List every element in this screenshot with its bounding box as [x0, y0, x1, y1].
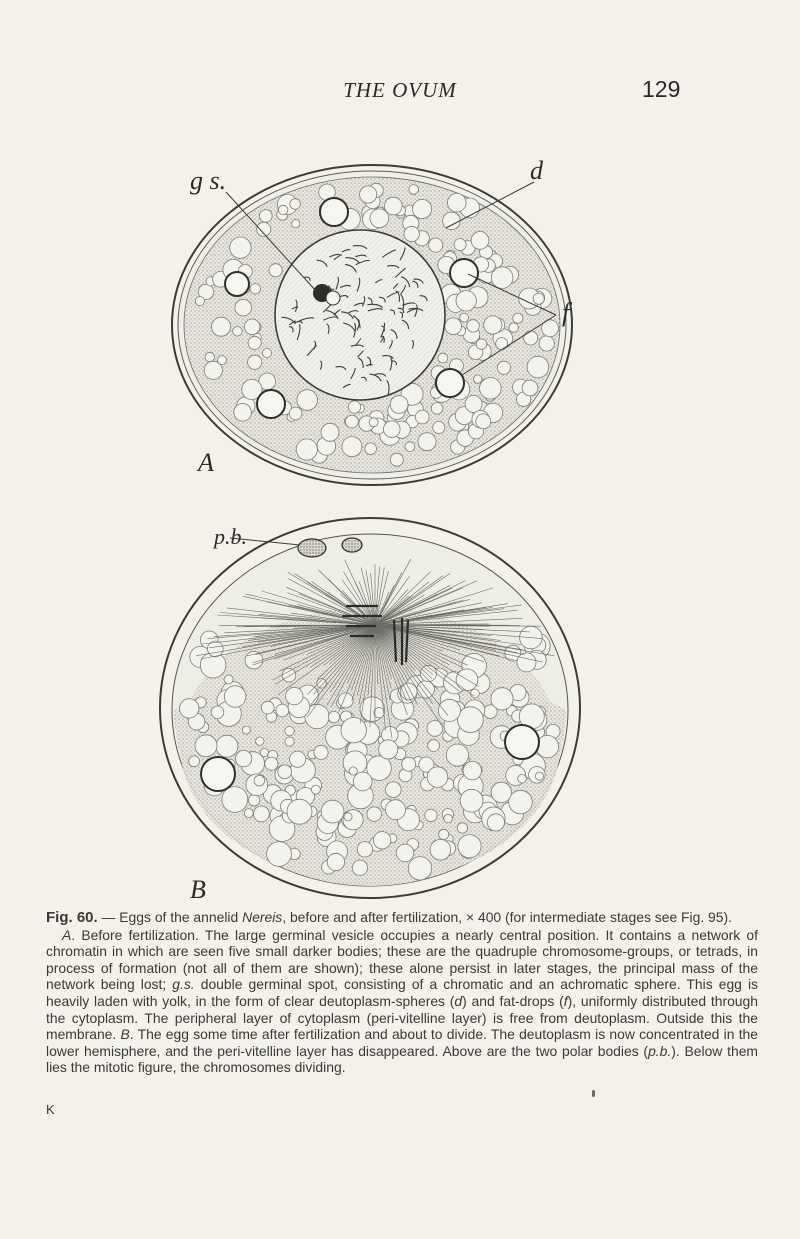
- egg-a: [172, 165, 572, 485]
- panel-a-label: A: [198, 448, 214, 477]
- para-b-text-1: . The egg some time after fertilization and about to divide. The deutoplasm is now concentrated in the lower hemisphere, and the peri-vitelline layer has disappeared. Above are the two polar bodies (: [46, 1026, 758, 1059]
- figure-caption: [46, 909, 758, 1076]
- para-a-text-1: . Before fertilization. The large germinal vesicle occupies a nearly central position. It contains a network of chromatin in which are seen five small darker bodies; these are the quadruple chromosome-groups, or tetrads, in process of formation (not all of them are shown); these alone persist in later stages, the principal mass of the network being lost;: [46, 926, 758, 993]
- caption-paragraph-a: [46, 927, 758, 1076]
- para-b-text-2: ). Below them lies the mitotic figure, the chromosomes dividing.: [46, 1042, 758, 1076]
- para-b-label: B: [120, 1026, 130, 1043]
- caption-title-pre: — Eggs of the annelid: [97, 909, 243, 925]
- caption-genus: Nereis: [242, 909, 283, 925]
- label-f: f: [562, 298, 570, 327]
- para-a-f: f: [563, 992, 568, 1009]
- para-a-text-2: double germinal spot, consisting of a chromatic and an achromatic sphere. This egg is heavily laden with yolk, in the form of clear deutoplasm-spheres (: [46, 976, 758, 1009]
- panel-b-label: B: [190, 875, 206, 904]
- signature-mark: K: [46, 1102, 55, 1117]
- egg-b: [160, 518, 580, 898]
- ink-speck: [592, 1090, 595, 1097]
- fig-label: Fig. 60.: [46, 909, 98, 926]
- para-a-d: d: [454, 992, 463, 1009]
- para-a-text-3: ) and fat-drops (: [462, 992, 564, 1009]
- running-title: THE OVUM: [343, 78, 457, 102]
- label-pb: p.b.: [214, 524, 247, 549]
- page-number: 129: [642, 76, 681, 102]
- para-a-label: A: [62, 926, 72, 943]
- para-a-text-4: ), uniformly distributed through the cytoplasm. The peripheral layer of cytoplasm (peri-vitelline layer) is free from deutoplasm. Outside this the membrane.: [46, 992, 758, 1043]
- figure-60: [150, 150, 600, 910]
- label-gs: g s.: [190, 166, 227, 195]
- label-d: d: [530, 156, 543, 185]
- para-a-gs: g.s.: [172, 976, 195, 993]
- para-b-pb: p.b.: [648, 1042, 672, 1059]
- caption-title-post: , before and after fertilization, × 400 (for intermediate stages see Fig. 95).: [282, 909, 732, 925]
